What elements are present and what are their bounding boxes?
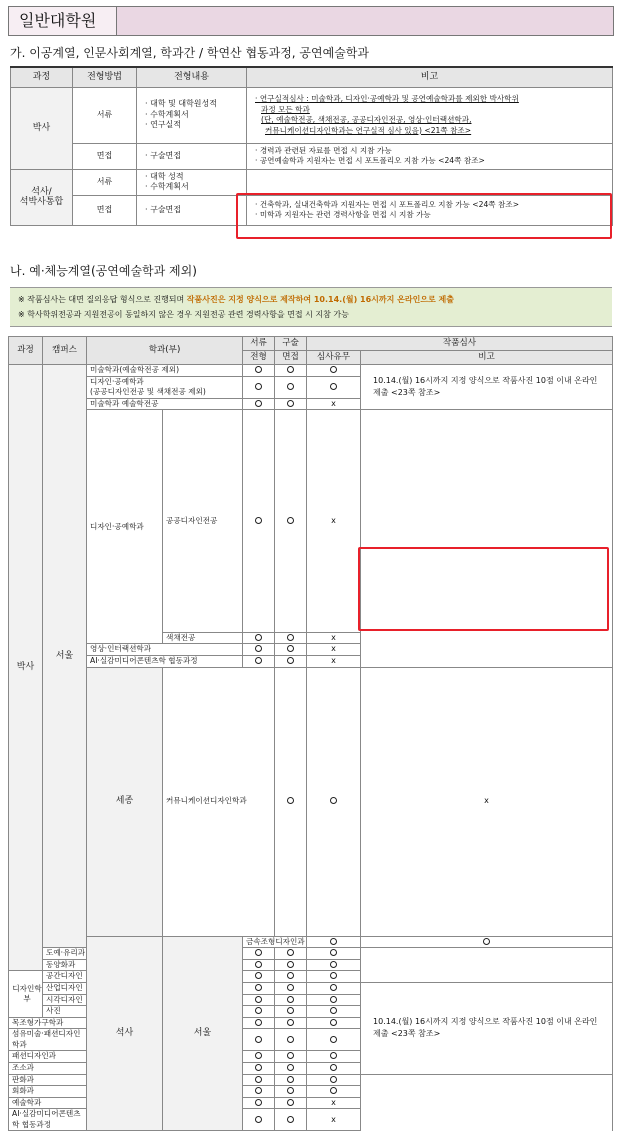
highlight-box-masters-remark — [358, 547, 609, 631]
o-mark — [255, 1064, 262, 1071]
col-remark: 비고 — [247, 67, 613, 87]
doc-note: · 연구실적심사 : 미술학과, 디자인·공예학과 및 공연예술학과를 제외한 박사학위 과정 모든 학과 (단, 예술학전공, 색채전공, 공공디자인전공, 영상·인터랙션학과, 커뮤니케이션디자인학과는 연구실적 심사 있음) <21쪽 참조> — [247, 87, 613, 143]
dept-row: 조소과 — [9, 1062, 87, 1074]
o-mark — [255, 949, 262, 956]
course-masters-b: 석사 — [87, 936, 163, 1131]
dept-row: 디자인·공예학과 — [87, 410, 163, 644]
o-mark — [330, 938, 337, 945]
hdr-remark: 비고 — [361, 351, 613, 365]
o-mark — [255, 517, 262, 524]
phd-remark-1: 10.14.(월) 16시까지 지정 양식으로 작품사진 10점 이내 온라인 제출 <23쪽 참조> — [361, 365, 613, 410]
x-mark: x — [331, 632, 336, 642]
col-content: 전형내용 — [137, 67, 247, 87]
hdr-course: 과정 — [9, 337, 43, 365]
o-mark — [287, 1007, 294, 1014]
section-b-title: 나. 예·체능계열(공연예술학과 제외) — [10, 264, 197, 278]
hdr-review-sub: 심사유무 — [307, 351, 361, 365]
method-interview-masters: 면접 — [73, 195, 137, 225]
method-doc-masters: 서류 — [73, 169, 137, 195]
notice-box — [10, 287, 612, 327]
design-group: 디자인학부 — [9, 971, 43, 1017]
x-mark: x — [331, 398, 336, 408]
dept-row: AI·실감미디어콘텐츠학 협동과정 — [9, 1109, 87, 1131]
dept-row: 커뮤니케이션디자인학과 — [163, 667, 275, 936]
o-mark — [255, 996, 262, 1003]
o-mark — [255, 1052, 262, 1059]
col-method: 전형방법 — [73, 67, 137, 87]
o-mark — [287, 645, 294, 652]
o-mark — [287, 517, 294, 524]
interview-item-masters: · 구술면접 — [137, 195, 247, 225]
notice-line-2: ※ 학사학위전공과 지원전공이 동일하지 않은 경우 지원전공 관련 경력사항을 면접 시 지참 가능 — [18, 310, 349, 319]
dept-row: 회화과 — [9, 1086, 87, 1098]
dept-row: 패션디자인과 — [9, 1051, 87, 1063]
method-doc: 서류 — [73, 87, 137, 143]
hdr-doc-2: 전형 — [243, 351, 275, 365]
o-mark — [287, 634, 294, 641]
o-mark — [255, 634, 262, 641]
o-mark — [287, 996, 294, 1003]
o-mark — [287, 1036, 294, 1043]
x-mark: x — [331, 515, 336, 525]
o-mark — [330, 949, 337, 956]
dept-row: 금속조형디자인과 — [243, 936, 307, 948]
o-mark — [255, 1076, 262, 1083]
col-course: 과정 — [11, 67, 73, 87]
dept-row: 영상·인터랙션학과 — [87, 644, 243, 656]
o-mark — [287, 383, 294, 390]
sub-row: 산업디자인 — [43, 982, 87, 994]
o-mark — [287, 1099, 294, 1106]
campus-sejong: 세종 — [87, 667, 163, 936]
o-mark — [287, 400, 294, 407]
o-mark — [287, 1064, 294, 1071]
x-mark: x — [331, 1114, 336, 1124]
o-mark — [330, 961, 337, 968]
section-a-title: 가. 이공계열, 인문사회계열, 학과간 / 학연산 협동과정, 공연예술학과 — [10, 46, 369, 60]
o-mark — [255, 366, 262, 373]
o-mark — [255, 1116, 262, 1123]
doc-items-masters: · 대학 성적 · 수학계획서 — [137, 169, 247, 195]
o-mark — [287, 366, 294, 373]
o-mark — [330, 996, 337, 1003]
o-mark — [483, 938, 490, 945]
o-mark — [287, 1076, 294, 1083]
campus-seoul-phd: 서울 — [43, 365, 87, 948]
dept-row: 동양화과 — [43, 959, 163, 971]
o-mark — [255, 657, 262, 664]
o-mark — [287, 949, 294, 956]
dept-row: 미술학과 예술학전공 — [87, 398, 243, 410]
o-mark — [255, 1007, 262, 1014]
sub-row: 시각디자인 — [43, 994, 87, 1006]
o-mark — [287, 1087, 294, 1094]
course-phd: 박사 — [11, 87, 73, 169]
o-mark — [287, 657, 294, 664]
sub-row: 사진 — [43, 1006, 87, 1018]
hdr-review: 작품심사 — [307, 337, 613, 351]
o-mark — [330, 1076, 337, 1083]
o-mark — [330, 366, 337, 373]
dept-row: 도예·유리과 — [43, 948, 163, 960]
hdr-doc-1: 서류 — [243, 337, 275, 351]
doc-items: · 대학 및 대학원성적 · 수학계획서 · 연구실적 — [137, 87, 247, 143]
interview-item: · 구술면접 — [137, 143, 247, 169]
o-mark — [287, 984, 294, 991]
dept-row: 디자인·공예학과 (공공디자인전공 및 색채전공 제외) — [87, 376, 243, 398]
o-mark — [330, 984, 337, 991]
o-mark — [287, 1052, 294, 1059]
x-mark: x — [484, 796, 489, 806]
o-mark — [330, 1007, 337, 1014]
o-mark — [255, 961, 262, 968]
o-mark — [255, 1036, 262, 1043]
o-mark — [255, 645, 262, 652]
x-mark: x — [331, 644, 336, 654]
method-interview: 면접 — [73, 143, 137, 169]
o-mark — [330, 1052, 337, 1059]
o-mark — [330, 797, 337, 804]
o-mark — [330, 1087, 337, 1094]
x-mark: x — [331, 656, 336, 666]
o-mark — [330, 1019, 337, 1026]
o-mark — [330, 1064, 337, 1071]
o-mark — [287, 797, 294, 804]
masters-remark: 10.14.(월) 16시까지 지정 양식으로 작품사진 10점 이내 온라인 제출 <23쪽 참조> — [361, 982, 613, 1074]
o-mark — [255, 383, 262, 390]
dept-row: 예술학과 — [9, 1097, 87, 1109]
o-mark — [255, 1087, 262, 1094]
hdr-campus: 캠퍼스 — [43, 337, 87, 365]
o-mark — [255, 1099, 262, 1106]
mark — [307, 365, 361, 377]
course-masters: 석사/ 석박사통합 — [11, 169, 73, 225]
dept-row: AI·실감미디어콘텐츠학 협동과정 — [87, 656, 243, 668]
o-mark — [330, 972, 337, 979]
notice-line-1: ※ 작품심사는 대면 질의응답 형식으로 진행되며 작품사진은 지정 양식으로 제작하여 10.14.(월) 16시까지 온라인으로 제출 — [18, 295, 455, 304]
dept-row: 미술학과(예술학전공 제외) — [87, 365, 243, 377]
o-mark — [255, 1019, 262, 1026]
highlight-box-portfolio — [236, 193, 612, 239]
sub-row: 공간디자인 — [43, 971, 87, 983]
sub-row: 공공디자인전공 — [163, 410, 243, 633]
o-mark — [287, 961, 294, 968]
o-mark — [255, 400, 262, 407]
header-bar — [8, 6, 614, 36]
o-mark — [255, 972, 262, 979]
hdr-oral-1: 구술 — [275, 337, 307, 351]
page-title: 일반대학원 — [9, 7, 117, 35]
x-mark: x — [331, 1097, 336, 1107]
dept-row: 판화과 — [9, 1074, 87, 1086]
sub-row: 색채전공 — [163, 632, 243, 644]
dept-row: 목조형가구학과 — [9, 1017, 87, 1029]
arts-screening-table — [8, 336, 613, 1131]
campus-seoul-masters: 서울 — [163, 936, 243, 1131]
o-mark — [330, 383, 337, 390]
mark — [275, 365, 307, 377]
o-mark — [255, 984, 262, 991]
o-mark — [287, 972, 294, 979]
interview-note-masters: · 건축학과, 실내건축학과 지원자는 면접 시 포트폴리오 지참 가능 <24쪽 참조> · 미학과 지원자는 관련 경력사항을 면접 시 지참 가능 — [247, 195, 613, 225]
o-mark — [287, 1116, 294, 1123]
hdr-oral-2: 면접 — [275, 351, 307, 365]
interview-note: · 경력과 관련된 자료를 면접 시 지참 가능 · 공연예술학과 지원자는 면접 시 포트폴리오 지참 가능 <24쪽 참조> — [247, 143, 613, 169]
o-mark — [287, 1019, 294, 1026]
hdr-dept: 학과(부) — [87, 337, 243, 365]
o-mark — [330, 1036, 337, 1043]
dept-row: 섬유미술·패션디자인학과 — [9, 1029, 87, 1051]
mark — [243, 365, 275, 377]
course-phd-b: 박사 — [9, 365, 43, 971]
